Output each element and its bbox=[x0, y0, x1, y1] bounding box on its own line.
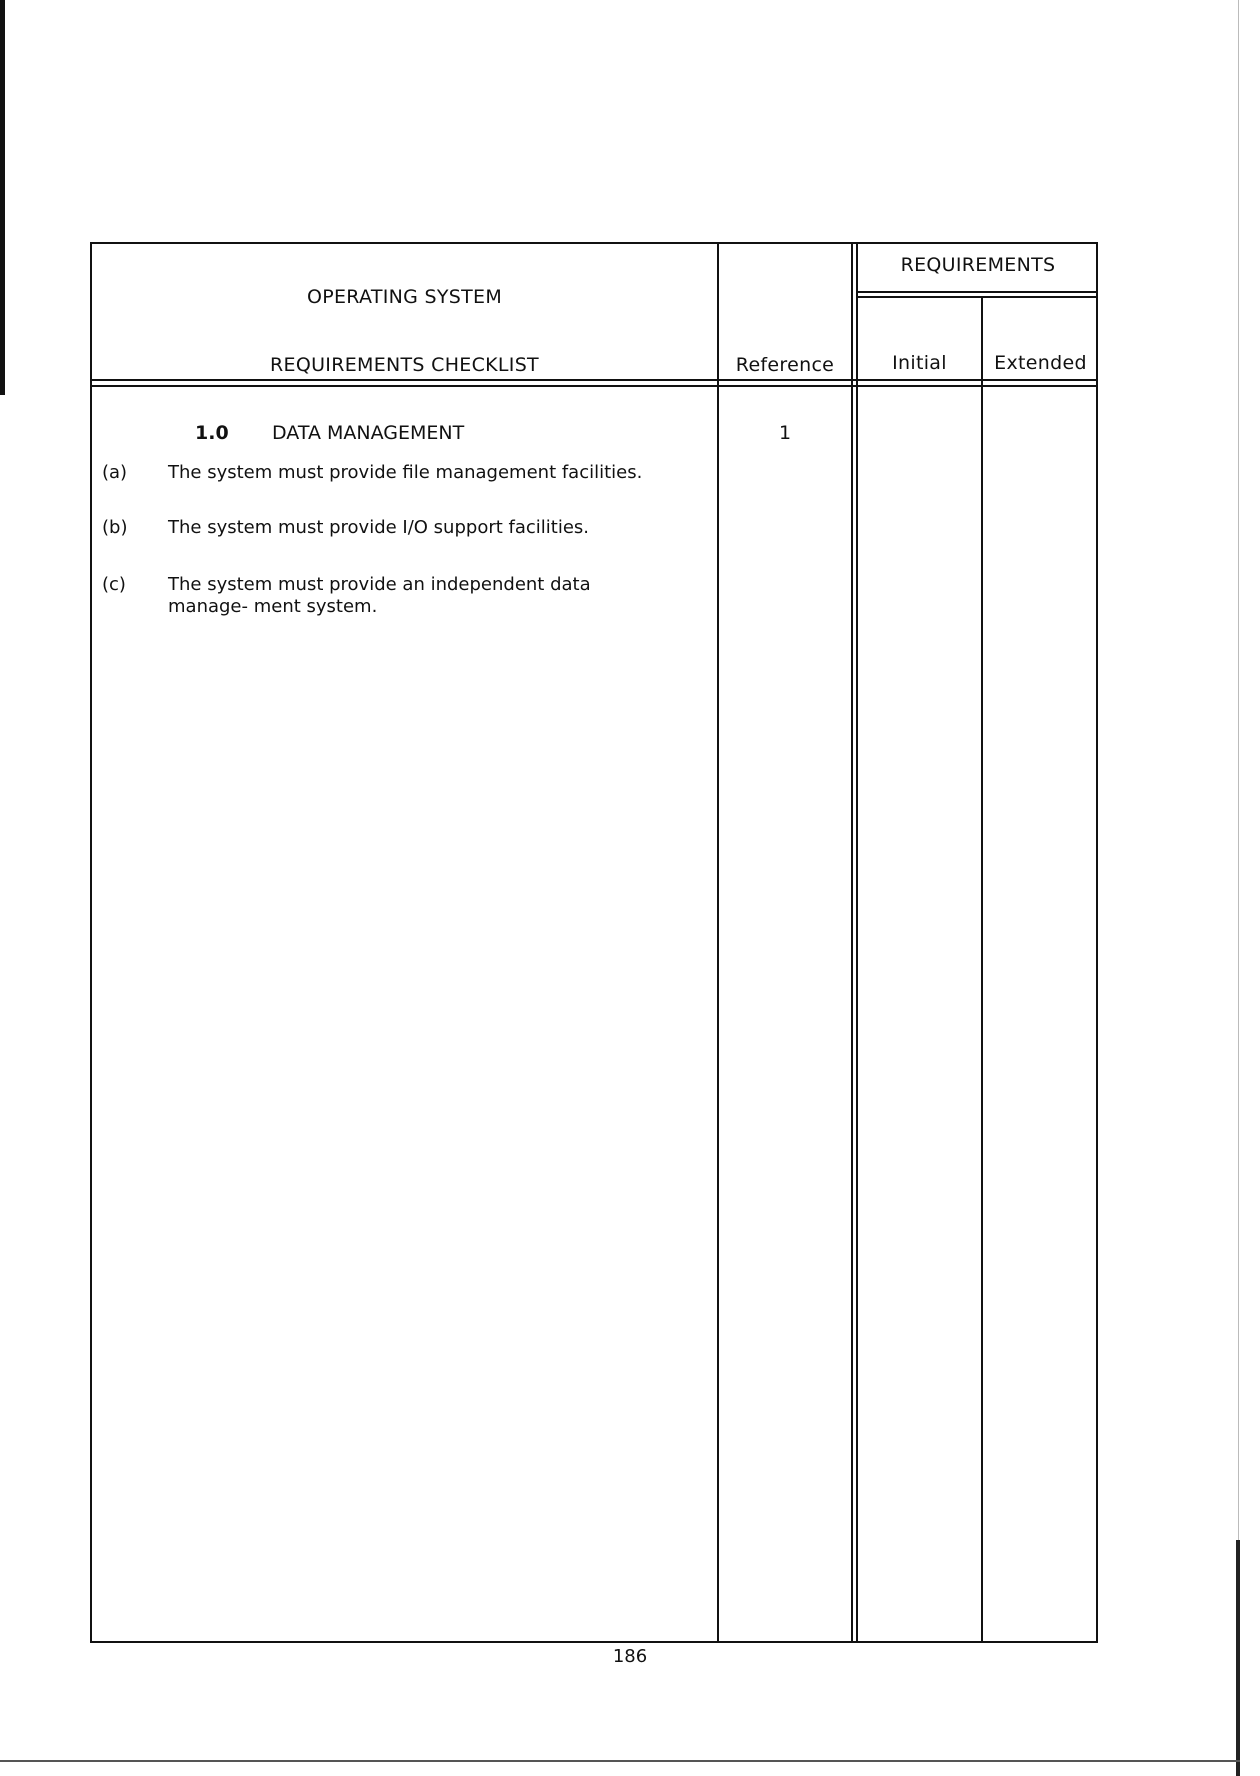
column-divider-extended bbox=[981, 296, 983, 1641]
scan-bottom-edge bbox=[0, 1760, 1240, 1762]
section-reference: 1 bbox=[778, 422, 792, 444]
section-title: DATA MANAGEMENT bbox=[272, 422, 465, 444]
requirements-header-rule-top bbox=[858, 291, 1096, 293]
item-label: (a) bbox=[102, 462, 128, 483]
requirements-group-header: REQUIREMENTS bbox=[900, 254, 1056, 276]
header-rule-bottom bbox=[92, 385, 1096, 387]
requirements-header-rule-bottom bbox=[858, 296, 1096, 298]
requirements-checklist-table bbox=[90, 242, 1098, 1643]
table-title-line2: REQUIREMENTS CHECKLIST bbox=[270, 354, 539, 376]
section-number: 1.0 bbox=[195, 422, 229, 444]
item-text: The system must provide an independent data manage- ment system. bbox=[168, 574, 591, 617]
scan-edge-left bbox=[0, 0, 5, 395]
scan-right-edge bbox=[1238, 0, 1239, 1540]
column-divider-reference bbox=[717, 244, 719, 1641]
item-text: The system must provide I/O support facilities. bbox=[168, 517, 590, 538]
header-rule-top bbox=[92, 379, 1096, 381]
column-divider-requirements-right bbox=[856, 244, 858, 1641]
extended-column-header: Extended bbox=[994, 352, 1087, 374]
initial-column-header: Initial bbox=[892, 352, 947, 374]
item-label: (b) bbox=[102, 517, 128, 538]
column-divider-requirements-left bbox=[851, 244, 853, 1641]
reference-column-header: Reference bbox=[735, 354, 835, 376]
item-text: The system must provide file management facilities. bbox=[168, 462, 643, 483]
item-label: (c) bbox=[102, 574, 126, 595]
page-number: 186 bbox=[612, 1646, 648, 1667]
table-title-line1: OPERATING SYSTEM bbox=[306, 286, 503, 308]
